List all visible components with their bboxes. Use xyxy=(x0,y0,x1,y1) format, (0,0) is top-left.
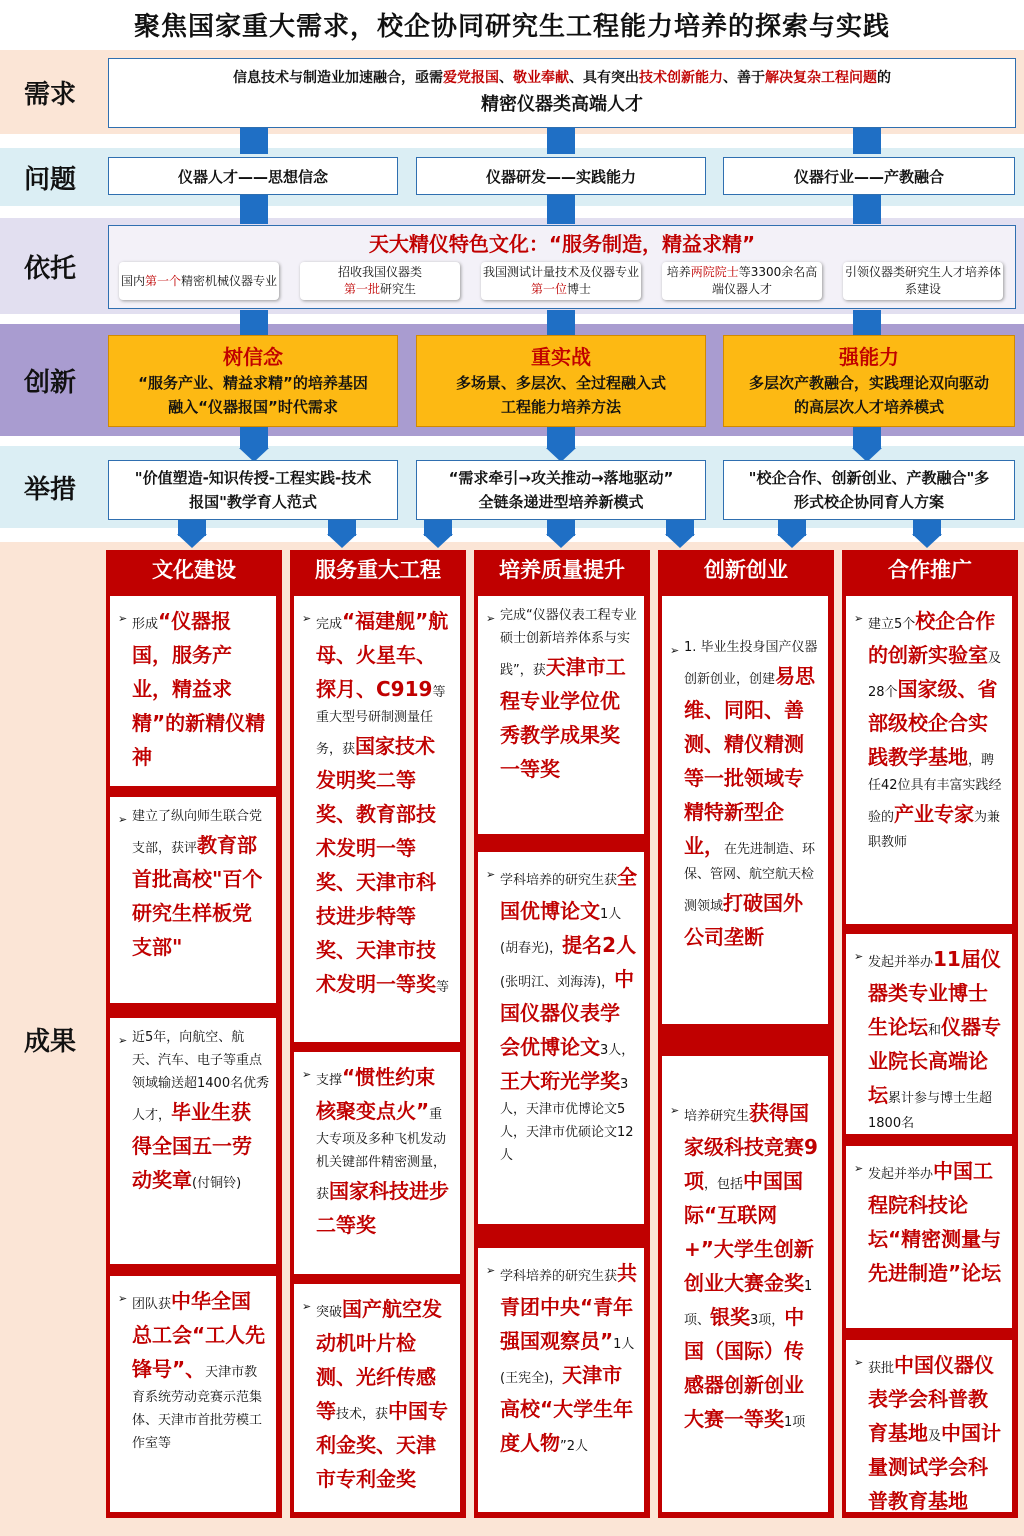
column-header: 创新创业 xyxy=(704,558,788,582)
highlight-text: 国家级、省部级校企合实践教学基地 xyxy=(868,677,998,769)
innovation-text: “服务产业、精益求精”的培养基因 xyxy=(138,374,368,392)
card-text xyxy=(316,604,454,1001)
body-text: 及 xyxy=(928,1429,942,1444)
body-text: 为兼职教师 xyxy=(868,810,1001,850)
result-card xyxy=(846,1146,1012,1328)
measures-text: 全链条递进型培养新模式 xyxy=(478,493,644,511)
arrow-head xyxy=(423,534,453,548)
column-header: 合作推广 xyxy=(888,558,972,582)
card-text xyxy=(500,1256,638,1460)
column-header: 培养质量提升 xyxy=(499,558,625,582)
body-text: 发起并举办 xyxy=(868,955,934,970)
label-demand: 需求 xyxy=(23,79,76,110)
result-card xyxy=(478,852,644,1224)
highlight-text: 毕业生获得全国五一劳动奖章 xyxy=(132,1100,252,1192)
highlight-text: 国家技术发明奖二等奖、教育部技术发明一等奖、天津市科技进步特等奖、天津市技术发明一等奖 xyxy=(316,734,436,996)
body-text: 获批 xyxy=(868,1361,895,1376)
bullet-arrow-icon: ➢ xyxy=(854,1162,864,1175)
highlight-text: 11届仪器类专业博士生论坛 xyxy=(868,947,1001,1039)
highlight-text: 王大珩光学奖 xyxy=(500,1069,620,1093)
body-text: 近5年，向航空、航天、汽车、电子等重点领域输送超1400名优秀人才， xyxy=(132,1030,270,1123)
result-card xyxy=(110,1276,276,1512)
measures-box-chain xyxy=(416,460,706,520)
body-text: 学科培养的研究生获 xyxy=(500,1269,618,1284)
arrow-head xyxy=(546,534,576,548)
arrow-shaft xyxy=(547,128,575,154)
card-text xyxy=(868,942,1006,1135)
bullet-arrow-icon: ➢ xyxy=(118,1034,128,1047)
measures-text: "价值塑造-知识传授-工程实践-技术 xyxy=(134,469,372,487)
result-card xyxy=(846,596,1012,924)
body-text: ，包括 xyxy=(704,1177,744,1192)
demand-line2: 精密仪器类高端人才 xyxy=(481,94,643,115)
body-text: 等重大型号研制测量任务，获 xyxy=(316,685,446,757)
body-text: 1项 xyxy=(784,1415,806,1430)
arrow-head xyxy=(665,534,695,548)
body-text: 团队获 xyxy=(132,1297,172,1312)
highlight-text: 产业专家 xyxy=(894,802,975,826)
result-card xyxy=(294,596,460,1042)
bullet-arrow-icon: ➢ xyxy=(302,1300,312,1313)
basis-title: 天大精仪特色文化：“服务制造，精益求精” xyxy=(368,232,756,256)
body-text: 1人(胡春光)， xyxy=(500,907,622,956)
basis-item: 培养两院院士等3300余名高端仪器人才 xyxy=(662,262,822,300)
problem-box-rd: 仪器研发——实践能力 xyxy=(416,157,706,195)
bullet-arrow-icon: ➢ xyxy=(854,612,864,625)
card-text xyxy=(868,604,1006,854)
card-text xyxy=(500,860,638,1167)
page-title: 聚焦国家重大需求，校企协同研究生工程能力培养的探索与实践 xyxy=(133,12,890,42)
measures-text: 形式校企协同育人方案 xyxy=(793,493,944,511)
highlight-text: 中国仪器仪表学会优博论文 xyxy=(500,967,635,1059)
highlight-text: 银奖 xyxy=(710,1305,751,1329)
highlight-text: 提名2人 xyxy=(562,933,637,957)
arrow-shaft xyxy=(853,128,881,154)
card-text xyxy=(868,1154,1006,1290)
innovation-title: 重实战 xyxy=(531,345,591,369)
innovation-box-belief xyxy=(108,335,398,427)
body-text: 培养研究生 xyxy=(684,1109,750,1124)
body-text: 建立了纵向师生联合党支部，获评 xyxy=(132,809,263,856)
label-basis: 依托 xyxy=(23,253,76,284)
body-text: 完成“仪器仪表工程专业硕士创新培养体系与实践”，获 xyxy=(500,608,637,678)
highlight-text: 国家科技进步二等奖 xyxy=(316,1179,450,1237)
body-text: 技术，获 xyxy=(336,1407,389,1422)
body-text: 等 xyxy=(436,980,450,995)
bullet-arrow-icon: ➢ xyxy=(854,1356,864,1369)
body-text: 1. 毕业生投身国产仪器创新创业，创建 xyxy=(684,640,818,687)
result-card xyxy=(846,934,1012,1134)
measures-box-collab xyxy=(723,460,1015,520)
highlight-text: 天津市工程专业学位优秀教学成果奖一等奖 xyxy=(500,655,626,781)
body-text: 发起并举办 xyxy=(868,1167,934,1182)
bullet-arrow-icon: ➢ xyxy=(118,813,128,826)
body-text: 3人，天津市优博论文5人，天津市优硕论文12人 xyxy=(500,1077,634,1163)
arrow-head xyxy=(177,534,207,548)
card-text xyxy=(868,1348,1006,1518)
result-card xyxy=(110,1018,276,1264)
bullet-arrow-icon: ➢ xyxy=(486,612,496,625)
arrow-head xyxy=(777,534,807,548)
highlight-text: 中华全国总工会“工人先锋号”、 xyxy=(132,1289,266,1381)
result-card xyxy=(662,1056,828,1512)
arrow-shaft xyxy=(853,194,881,224)
arrow-head xyxy=(327,534,357,548)
card-text xyxy=(132,1026,270,1197)
result-card xyxy=(110,797,276,1003)
body-text: 完成 xyxy=(316,617,343,632)
highlight-text: 校企合作的创新实验室 xyxy=(868,609,996,667)
body-text: 3项， xyxy=(750,1313,785,1328)
highlight-text: 教育部首批高校"百个研究生样板党支部" xyxy=(132,833,263,959)
innovation-text: 的高层次人才培养模式 xyxy=(793,398,944,416)
bullet-arrow-icon: ➢ xyxy=(670,1104,680,1117)
basis-box xyxy=(108,225,1016,309)
body-text: 学科培养的研究生获 xyxy=(500,873,618,888)
basis-item: 我国测试计量技术及仪器专业第一位博士 xyxy=(481,262,641,300)
bullet-arrow-icon: ➢ xyxy=(486,1264,496,1277)
highlight-text: 天津市高校“大学生年度人物 xyxy=(500,1363,634,1455)
body-text: 和 xyxy=(928,1023,942,1038)
label-innovation: 创新 xyxy=(23,367,76,398)
body-text: 及28个 xyxy=(868,651,1002,700)
highlight-text: 打破国外公司垄断 xyxy=(684,891,804,949)
innovation-text: 融入“仪器报国”时代需求 xyxy=(168,398,338,416)
card-text xyxy=(316,1060,454,1242)
bullet-arrow-icon: ➢ xyxy=(302,612,312,625)
arrow-head xyxy=(912,534,942,548)
highlight-text: 获得国家级科技竞赛9项 xyxy=(684,1101,818,1193)
highlight-text: 国产航空发动机叶片检测、光纤传感等 xyxy=(316,1297,443,1423)
body-text: 1人(王宪全)， xyxy=(500,1337,635,1386)
card-text xyxy=(684,1096,822,1436)
innovation-text: 多场景、多层次、全过程融入式 xyxy=(455,374,666,392)
highlight-text: “福建舰”航母、火星车、探月、C919 xyxy=(316,609,449,701)
body-text: (张明江、刘海涛)， xyxy=(500,975,615,990)
body-text: 支撑 xyxy=(316,1073,343,1088)
result-card xyxy=(478,1248,644,1512)
highlight-text: 中国工程院科技论坛“精密测量与先进制造”论坛 xyxy=(868,1159,1002,1285)
innovation-title: 强能力 xyxy=(839,345,899,369)
card-text xyxy=(132,604,270,774)
highlight-text: 易思维、同阳、善测、精仪精测等一批领域专精特新型企业， xyxy=(684,664,816,858)
innovation-text: 多层次产教融合，实践理论双向驱动 xyxy=(748,374,989,392)
basis-item: 引领仪器类研究生人才培养体系建设 xyxy=(843,262,1003,300)
result-card xyxy=(478,596,644,834)
basis-item: 国内第一个精密机械仪器专业 xyxy=(119,262,279,300)
card-text xyxy=(500,604,638,786)
arrow-shaft xyxy=(547,194,575,224)
card-text xyxy=(316,1292,454,1496)
bullet-arrow-icon: ➢ xyxy=(118,612,128,625)
arrow-shaft xyxy=(853,310,881,336)
highlight-text: 全国优博论文 xyxy=(500,865,638,923)
result-card xyxy=(294,1052,460,1274)
arrow-shaft xyxy=(853,426,881,448)
body-text: 1项、 xyxy=(684,1279,813,1328)
body-text: 形成 xyxy=(132,617,159,632)
bullet-arrow-icon: ➢ xyxy=(118,1292,128,1305)
highlight-text: 中国（国际）传感器创新创业大赛一等奖 xyxy=(684,1305,805,1431)
measures-text: “需求牵引→攻关推动→落地驱动” xyxy=(448,469,674,487)
body-text: 突破 xyxy=(316,1305,343,1320)
result-card xyxy=(110,596,276,786)
card-text xyxy=(684,636,822,954)
arrow-shaft xyxy=(547,426,575,448)
column-header: 服务重大工程 xyxy=(315,558,441,582)
bullet-arrow-icon: ➢ xyxy=(854,950,864,963)
highlight-text: “仪器报国，服务产业，精益求精”的新精仪精神 xyxy=(132,609,266,769)
arrow-shaft xyxy=(240,128,268,154)
highlight-text: 中国仪器仪表学会科普教育基地 xyxy=(868,1353,995,1445)
basis-item: 招收我国仪器类 第一批研究生 xyxy=(300,262,460,300)
measures-text: "校企合作、创新创业、产教融合"多 xyxy=(748,469,990,487)
measures-text: 报国"教学育人范式 xyxy=(189,493,317,511)
result-card xyxy=(294,1284,460,1512)
card-text xyxy=(132,805,270,964)
result-card xyxy=(662,596,828,1024)
bullet-arrow-icon: ➢ xyxy=(486,868,496,881)
highlight-text: 仪器专业院长高端论坛 xyxy=(868,1015,1002,1107)
body-text: 在先进制造、环保、管网、航空航天检测领域 xyxy=(684,842,816,914)
highlight-text: 共青团中央“青年强国观察员” xyxy=(500,1261,638,1353)
highlight-text: 中国专利金奖、天津市专利金奖 xyxy=(316,1399,449,1491)
card-text xyxy=(132,1284,270,1455)
innovation-text: 工程能力培养方法 xyxy=(500,398,621,416)
body-text: 3人， xyxy=(600,1043,635,1058)
arrow-shaft xyxy=(240,310,268,336)
innovation-box-ability xyxy=(723,335,1015,427)
bullet-arrow-icon: ➢ xyxy=(670,644,680,657)
innovation-title: 树信念 xyxy=(223,345,283,369)
body-text: ，聘任42位具有丰富实践经验的 xyxy=(868,753,1002,825)
highlight-text: “惯性约束核聚变点火” xyxy=(316,1065,436,1123)
body-text: 累计参与博士生超1800名 xyxy=(868,1091,993,1131)
label-results: 成果 xyxy=(23,1026,76,1057)
highlight-text: 中国计量测试学会科普教育基地 xyxy=(868,1421,1002,1513)
arrow-shaft xyxy=(240,194,268,224)
highlight-text: 中国国际“互联网+”大学生创新创业大赛金奖 xyxy=(684,1169,814,1295)
body-text: 建立5个 xyxy=(868,617,916,632)
body-text: 重大专项及多种飞机发动机关键部件精密测量，获 xyxy=(316,1107,447,1202)
label-problem: 问题 xyxy=(23,164,76,195)
label-measures: 举措 xyxy=(23,474,76,505)
body-text: ”2人 xyxy=(560,1439,589,1454)
body-text: (付铜铃) xyxy=(192,1176,242,1191)
arrow-shaft xyxy=(240,426,268,448)
measures-box-paradigm xyxy=(108,460,398,520)
problem-box-talent: 仪器人才——思想信念 xyxy=(108,157,398,195)
demand-box xyxy=(108,58,1016,128)
demand-line1: 信息技术与制造业加速融合，亟需爱党报国、敬业奉献、具有突出技术创新能力、善于解决复杂工程问题的 xyxy=(233,70,891,86)
problem-box-industry: 仪器行业——产教融合 xyxy=(723,157,1015,195)
body-text: 天津市教育系统劳动竞赛示范集体、天津市首批劳模工作室等 xyxy=(132,1365,263,1451)
column-header: 文化建设 xyxy=(152,558,236,582)
arrow-shaft xyxy=(547,310,575,336)
innovation-box-practice xyxy=(416,335,706,427)
bullet-arrow-icon: ➢ xyxy=(302,1068,312,1081)
result-card xyxy=(846,1340,1012,1512)
